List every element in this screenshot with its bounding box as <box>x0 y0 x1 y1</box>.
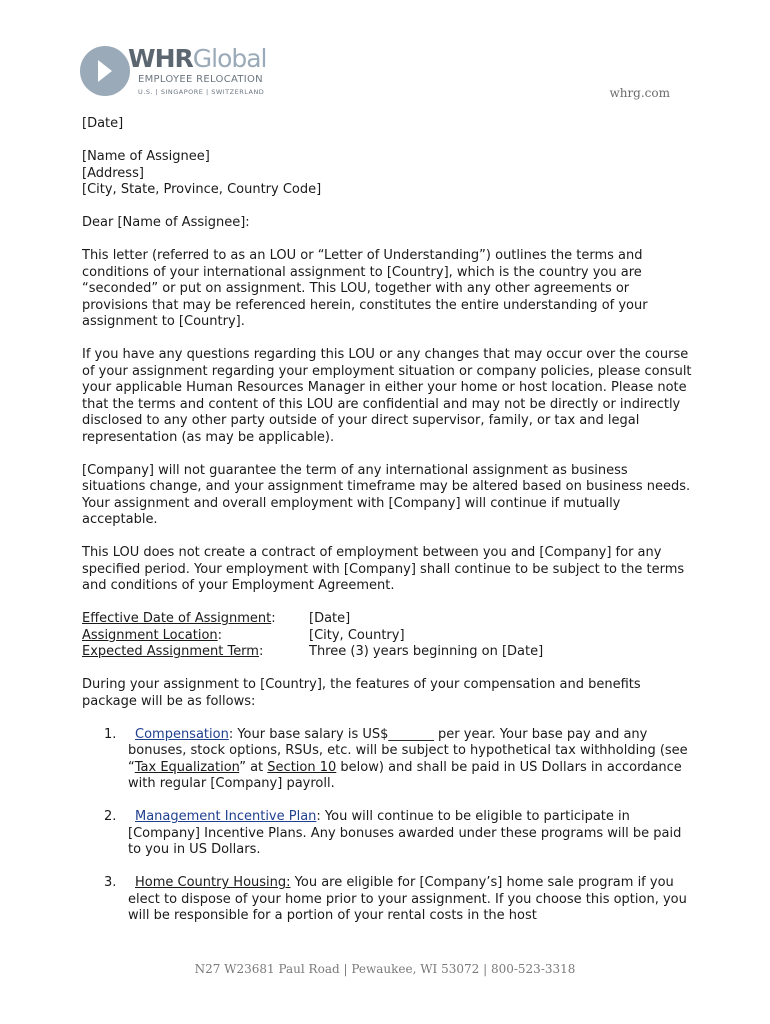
logo-wordmark <box>128 44 267 74</box>
logo-chevron-icon <box>98 60 112 82</box>
logo-word-light: Global <box>192 44 267 73</box>
compensation-link[interactable]: Compensation <box>135 726 229 742</box>
section-10-ref: Section 10 <box>267 759 337 775</box>
address-line: [City, State, Province, Country Code] <box>82 182 322 197</box>
term-label: Expected Assignment Term: <box>82 644 264 659</box>
footer-address: N27 W23681 Paul Road | Pewaukee, WI 53072 | 800-523-3318 <box>194 962 576 976</box>
item-text: ” at <box>239 759 268 775</box>
list-number: 2. <box>104 809 117 824</box>
item-text: : Your base salary is US$_______ per year. Your base pay and any bonuses, stock options, RSUs, etc. will be subject to hypothetical tax withholding (see “ <box>128 726 688 775</box>
item-text: below) and shall be paid in US Dollars in accordance with regular [Company] payroll. <box>128 759 682 791</box>
address-line: [Address] <box>82 165 144 181</box>
term-row <box>82 644 692 661</box>
paragraph: [Company] will not guarantee the term of any international assignment as business situations change, and your assignment timeframe may be altered based on business needs. Your assignment and overall employment with [Company] will continue if mutually acceptable. <box>82 462 691 527</box>
item-text: : You will continue to be eligible to participate in [Company] Incentive Plans. Any bonuses awarded under these programs will be paid to you in US Dollars. <box>128 809 682 857</box>
logo-locations: U.S. | SINGAPORE | SWITZERLAND <box>138 88 265 96</box>
term-label-text: Effective Date of Assignment <box>82 611 272 626</box>
list-item <box>82 727 692 793</box>
assignment-terms <box>82 611 692 661</box>
recipient-address <box>82 149 692 199</box>
address-line: [Name of Assignee] <box>82 149 210 164</box>
benefits-list <box>82 727 692 925</box>
company-logo <box>80 44 280 100</box>
term-value: [Date] <box>309 611 351 626</box>
term-row <box>82 611 692 628</box>
logo-tagline: EMPLOYEE RELOCATION <box>138 74 263 85</box>
paragraph: If you have any questions regarding this LOU or any changes that may occur over the course of your assignment regarding your employment situation or company policies, please consult your applicable Human Resources Manager in either your home or host location. Please note that the terms and content of this LOU are confidential and may not be directly or indirectly disclosed to any other party outside of your direct supervisor, family, or tax and legal representation (as may be applicable). <box>82 347 692 445</box>
benefits-intro: During your assignment to [Country], the features of your compensation and benefits package will be as follows: <box>82 677 641 709</box>
list-number: 3. <box>104 875 117 890</box>
term-label-text: Expected Assignment Term <box>82 644 259 659</box>
term-value: Three (3) years beginning on [Date] <box>309 644 544 659</box>
list-number: 1. <box>104 726 117 742</box>
logo-word-bold: WHR <box>128 44 193 73</box>
letter-body <box>82 116 692 941</box>
term-row <box>82 628 692 645</box>
term-label: Assignment Location: <box>82 627 223 643</box>
salutation: Dear [Name of Assignee]: <box>82 215 250 230</box>
letter-date: [Date] <box>82 116 124 131</box>
list-item <box>82 875 692 925</box>
item-text: You are eligible for [Company’s] home sale program if you elect to dispose of your home prior to your assignment. If you choose this option, you will be responsible for a portion of your rental costs in the host <box>128 875 687 923</box>
term-label-text: Assignment Location <box>82 627 218 643</box>
term-value: [City, Country] <box>309 627 405 643</box>
paragraph: This letter (referred to as an LOU or “Letter of Understanding”) outlines the terms and conditions of your international assignment to [Country], which is the country you are “seconded” or put on assignment. This LOU, together with any other agreements or provisions that may be referenced herein, constitutes the entire understanding of your assignment to [Country]. <box>82 248 648 329</box>
website-text: whrg.com <box>609 86 670 100</box>
term-label: Effective Date of Assignment: <box>82 611 276 626</box>
tax-equalization-ref: Tax Equalization <box>134 759 240 775</box>
paragraph: This LOU does not create a contract of employment between you and [Company] for any specified period. Your employment with [Company] shall continue to be subject to the terms and conditions of your Employment Agreement. <box>82 545 685 593</box>
management-incentive-plan-link[interactable]: Management Incentive Plan <box>135 809 317 824</box>
home-country-housing-title: Home Country Housing: <box>135 875 291 890</box>
list-item <box>82 809 692 859</box>
